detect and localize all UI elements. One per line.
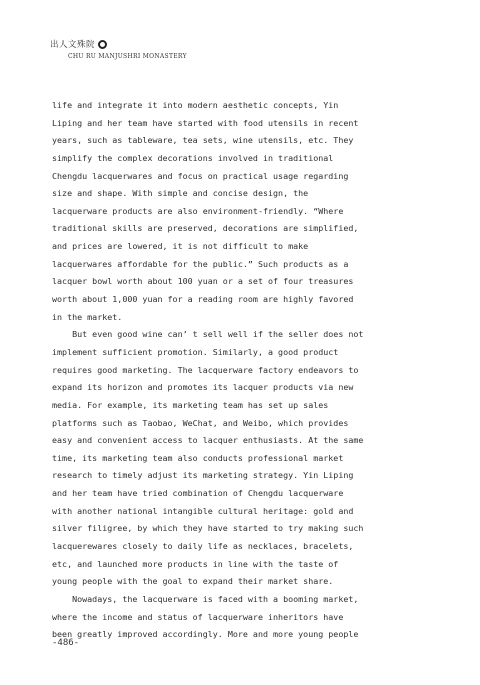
text-line: where the income and status of lacquerware inheritors have <box>52 611 344 622</box>
running-head-chinese-text: 出人文殊院 <box>50 40 96 50</box>
running-head-chinese <box>50 38 187 50</box>
text-line: lacquerware products are also environment-friendly. “Where <box>52 205 344 216</box>
text-line: lacquerewares closely to daily life as necklaces, bracelets, <box>52 541 354 552</box>
running-head <box>50 38 187 60</box>
text-line: But even good wine can’ t sell well if the seller does not <box>52 329 364 340</box>
text-line: been greatly improved accordingly. More and more young people <box>52 629 359 640</box>
text-line: young people with the goal to expand their market share. <box>52 576 334 587</box>
text-line: with another national intangible cultural heritage: gold and <box>52 505 354 516</box>
text-line: platforms such as Taobao, WeChat, and Weibo, which provides <box>52 417 349 428</box>
text-line: Chengdu lacquerwares and focus on practical usage regarding <box>52 170 349 181</box>
circle-mark-icon <box>98 40 107 49</box>
text-line: and her team have tried combination of Chengdu lacquerware <box>52 488 344 499</box>
text-line: silver filigree, by which they have started to try making such <box>52 523 364 534</box>
text-line: research to timely adjust its marketing strategy. Yin Liping <box>52 470 354 481</box>
body-text <box>52 97 430 644</box>
text-line: years, such as tableware, tea sets, wine utensils, etc. They <box>52 135 354 146</box>
text-line: etc, and launched more products in line with the taste of <box>52 558 339 569</box>
page-number: -486- <box>52 638 80 648</box>
text-line: implement sufficient promotion. Similarly, a good product <box>52 346 339 357</box>
text-line: simplify the complex decorations involved in traditional <box>52 152 334 163</box>
text-line: traditional skills are preserved, decorations are simplified, <box>52 223 359 234</box>
text-line: time, its marketing team also conducts professional market <box>52 452 344 463</box>
text-line: size and shape. With simple and concise design, the <box>52 188 309 199</box>
text-line: lacquer bowl worth about 100 yuan or a set of four treasures <box>52 276 354 287</box>
running-head-english: CHU RU MANJUSHRI MONASTERY <box>68 53 187 60</box>
text-line: worth about 1,000 yuan for a reading room are highly favored <box>52 294 354 305</box>
text-line: expand its horizon and promotes its lacquer products via new <box>52 382 354 393</box>
text-line: requires good marketing. The lacquerware factory endeavors to <box>52 364 359 375</box>
text-line: easy and convenient access to lacquer enthusiasts. At the same <box>52 435 364 446</box>
text-line: Nowadays, the lacquerware is faced with a booming market, <box>52 593 359 604</box>
text-line: and prices are lowered, it is not difficult to make <box>52 241 309 252</box>
text-line: life and integrate it into modern aesthetic concepts, Yin <box>52 100 339 110</box>
text-line: Liping and her team have started with food utensils in recent <box>52 117 359 128</box>
text-line: in the market. <box>52 311 123 322</box>
text-line: media. For example, its marketing team has set up sales <box>52 399 329 410</box>
text-line: lacquerwares affordable for the public.” Such products as a <box>52 258 349 269</box>
